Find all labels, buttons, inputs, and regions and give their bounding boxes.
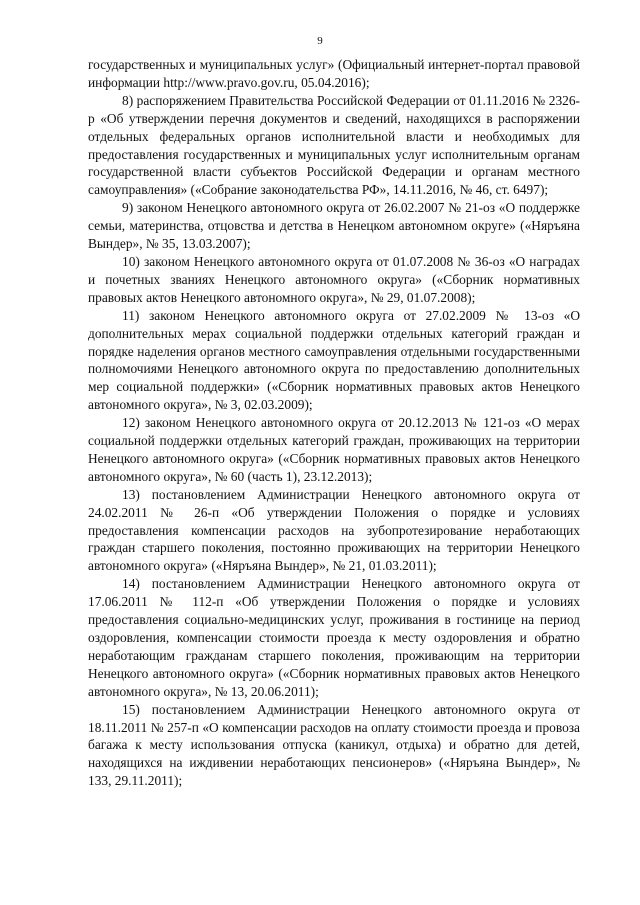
paragraph-item-11: 11) законом Ненецкого автономного округа от 27.02.2009 № 13-оз «О дополнительных мерах социальной поддержки отдельных категорий граждан и порядке наделения органов местного самоуправления отдельными государственными полномочиями Ненецкого автономного округа по предоставлению дополнительных мер социальной поддержки» («Сборник нормативных правовых актов Ненецкого автономного округа», № 3, 02.03.2009);	[88, 307, 580, 413]
document-body	[88, 56, 580, 790]
paragraph-continuation: государственных и муниципальных услуг» (Официальный интернет-портал правовой информации http://www.pravo.gov.ru, 05.04.2016);	[88, 57, 580, 90]
paragraph-item-10: 10) законом Ненецкого автономного округа от 01.07.2008 № 36-оз «О наградах и почетных званиях Ненецкого автономного округа» («Сборник нормативных правовых актов Ненецкого автономного округа», № 29, 01.07.2008);	[88, 253, 580, 305]
paragraph-item-15: 15) постановлением Администрации Ненецкого автономного округа от 18.11.2011 № 257-п «О компенсации расходов на оплату стоимости проезда и провоза багажа к месту использования отпуска (каникул, отдыха) и обратно для детей, находящихся на иждивении неработающих пенсионеров» («Няръяна Вындер», № 133, 29.11.2011);	[88, 701, 580, 789]
page-number: 9	[317, 35, 323, 47]
paragraph-item-8: 8) распоряжением Правительства Российской Федерации от 01.11.2016 № 2326-р «Об утверждении перечня документов и сведений, находящихся в распоряжении отдельных федеральных органов исполнительной власти и необходимых для предоставления государственных и муниципальных услуг исполнительным органам государственной власти субъектов Российской Федерации и органам местного самоуправления» («Собрание законодательства РФ», 14.11.2016, № 46, ст. 6497);	[88, 92, 580, 198]
paragraph-item-13: 13) постановлением Администрации Ненецкого автономного округа от 24.02.2011 № 26-п «Об утверждении Положения о порядке и условиях предоставления компенсации расходов на зубопротезирование неработающих граждан старшего поколения, постоянно проживающих на территории Ненецкого автономного округа» («Няръяна Вындер», № 21, 01.03.2011);	[88, 486, 580, 574]
paragraph-item-14: 14) постановлением Администрации Ненецкого автономного округа от 17.06.2011 № 112-п «Об утверждении Положения о порядке и условиях предоставления социально-медицинских услуг, проживания в гостинице на период оздоровления, компенсации стоимости проезда к месту оздоровления и обратно неработающим гражданам старшего поколения, проживающим на территории Ненецкого автономного округа» («Сборник нормативных правовых актов Ненецкого автономного округа», № 13, 20.06.2011);	[88, 576, 580, 699]
paragraph-item-9: 9) законом Ненецкого автономного округа от 26.02.2007 № 21-оз «О поддержке семьи, материнства, отцовства и детства в Ненецком автономном округе» («Няръяна Вындер», № 35, 13.03.2007);	[88, 200, 580, 252]
paragraph-item-12: 12) законом Ненецкого автономного округа от 20.12.2013 № 121-оз «О мерах социальной поддержки отдельных категорий граждан, проживающих на территории Ненецкого автономного округа» («Сборник нормативных правовых актов Ненецкого автономного округа», № 60 (часть 1), 23.12.2013);	[88, 415, 580, 484]
